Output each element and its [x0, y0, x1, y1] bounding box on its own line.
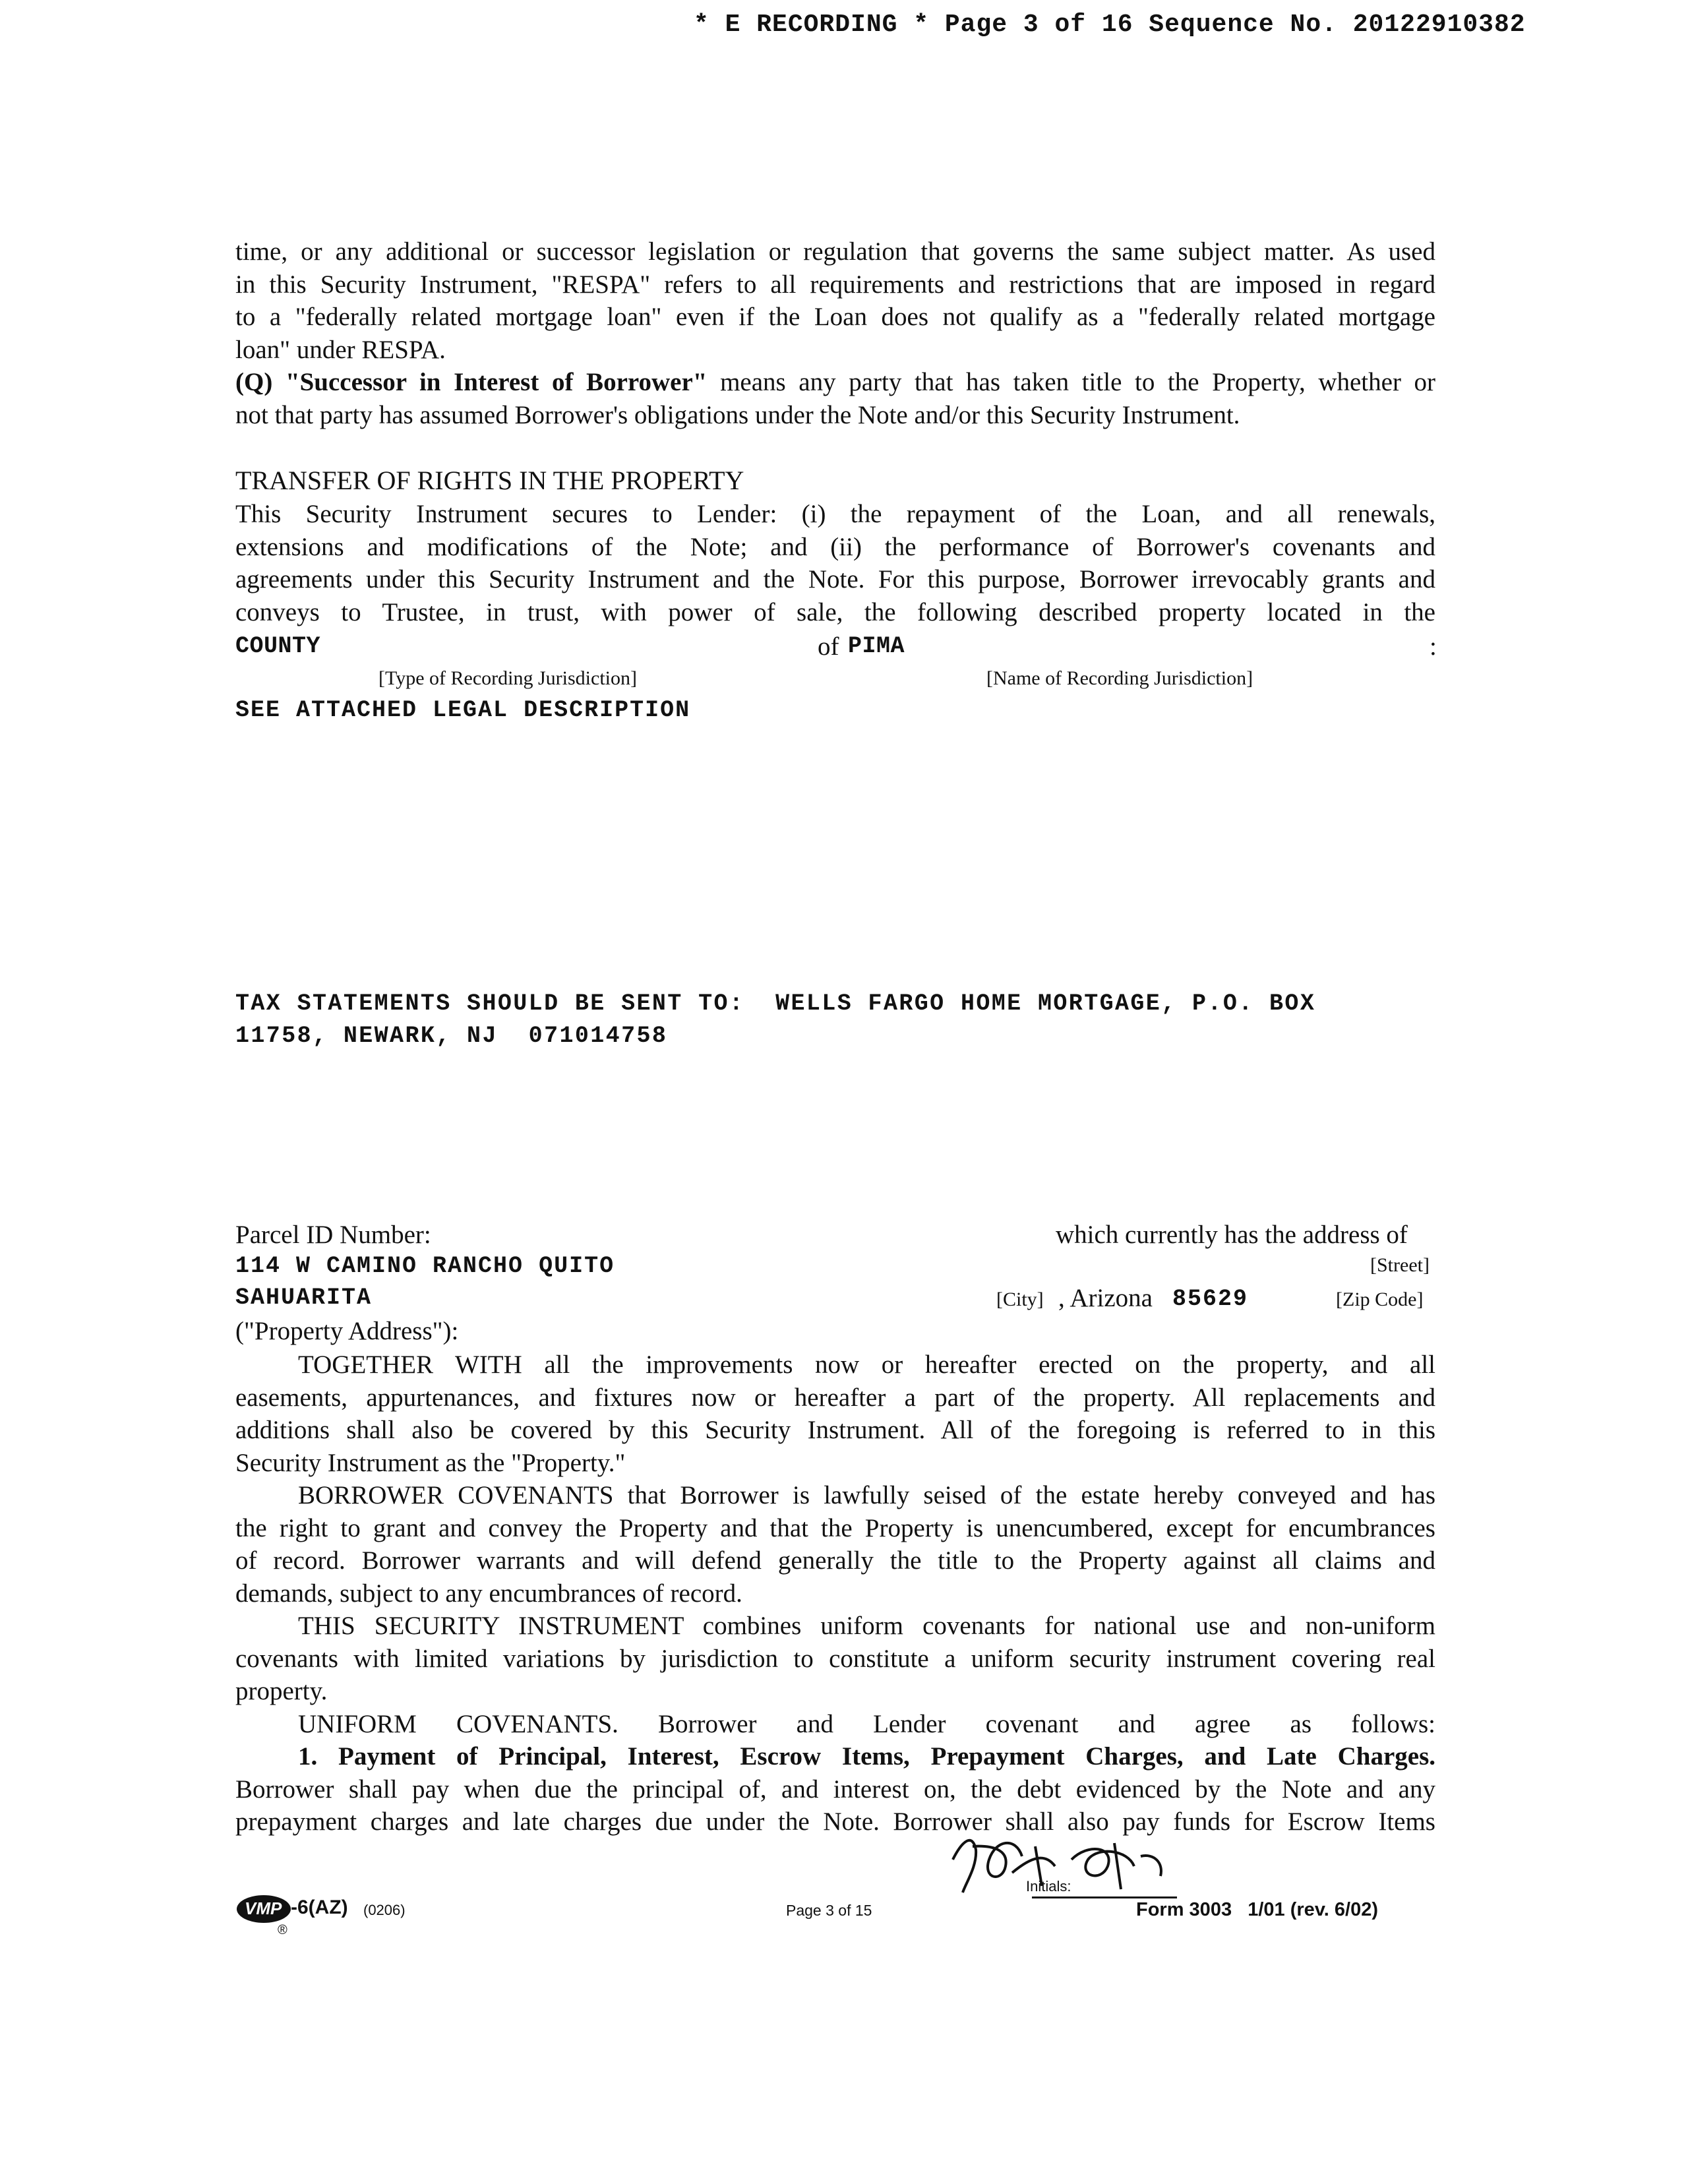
jurisdiction-name: PIMA [848, 633, 905, 659]
payment-heading: 1. Payment of Principal, Interest, Escrow Items, Prepayment Charges, and Late Charges. [298, 1742, 1435, 1771]
initials-line [1032, 1896, 1177, 1898]
tax-statements-line: 11758, NEWARK, NJ 071014758 [235, 1023, 668, 1049]
jurisdiction-of-label: of [818, 632, 839, 661]
text-line: loan" under RESPA. [235, 335, 446, 364]
parcel-id-label: Parcel ID Number: [235, 1221, 431, 1249]
text-line: easements, appurtenances, and fixtures now or hereafter a part of the property. All replacements and [235, 1383, 1435, 1412]
name-of-jurisdiction-caption: [Name of Recording Jurisdiction] [986, 667, 1253, 689]
transfer-heading: TRANSFER OF RIGHTS IN THE PROPERTY [235, 466, 744, 495]
text-line: conveys to Trustee, in trust, with power of sale, the following described property located in the [235, 597, 1435, 626]
tax-statements-line: TAX STATEMENTS SHOULD BE SENT TO: WELLS FARGO HOME MORTGAGE, P.O. BOX [235, 990, 1316, 1017]
type-of-jurisdiction-caption: [Type of Recording Jurisdiction] [378, 667, 637, 689]
city: SAHUARITA [235, 1285, 373, 1311]
form-date: (0206) [363, 1902, 406, 1918]
legal-description: SEE ATTACHED LEGAL DESCRIPTION [235, 697, 691, 723]
text-line: Security Instrument as the "Property." [235, 1448, 626, 1477]
recording-header: * E RECORDING * Page 3 of 16 Sequence No. 20122910382 [694, 11, 1526, 39]
text-line: THIS SECURITY INSTRUMENT combines uniform covenants for national use and non-uniform [298, 1612, 1435, 1640]
covenants-section [235, 1349, 1435, 1838]
initials-label: Initials: [1026, 1878, 1071, 1895]
jurisdiction-colon: : [1430, 632, 1437, 661]
state: , Arizona [1058, 1284, 1153, 1312]
street-caption: [Street] [1370, 1254, 1430, 1276]
text-line: agreements under this Security Instrument and the Note. For this purpose, Borrower irrevocably grants and [235, 565, 1435, 593]
form-number: Form 3003 1/01 (rev. 6/02) [1136, 1899, 1379, 1920]
text-line: This Security Instrument secures to Lender: (i) the repayment of the Loan, and all renewals, [235, 500, 1435, 528]
vmp-logo-text: VMP [245, 1898, 282, 1918]
definitions-section [235, 235, 1435, 431]
jurisdiction-type: COUNTY [235, 633, 321, 659]
text-line: demands, subject to any encumbrances of record. [235, 1579, 742, 1608]
text-line: prepayment charges and late charges due under the Note. Borrower shall also pay funds for Escrow Items [235, 1807, 1435, 1836]
form-code: -6(AZ) [291, 1896, 348, 1918]
registered-mark-icon: ® [278, 1923, 287, 1937]
zip-code: 85629 [1172, 1286, 1249, 1312]
definition-q-label: (Q) [235, 368, 273, 396]
text-line: time, or any additional or successor legislation or regulation that governs the same subject matter. As used [235, 237, 1435, 266]
text-line: the right to grant and convey the Property and that the Property is unencumbered, except for encumbrances [235, 1513, 1435, 1542]
text-line: not that party has assumed Borrower's obligations under the Note and/or this Security Instrument. [235, 400, 1240, 429]
zip-code-caption: [Zip Code] [1336, 1289, 1424, 1310]
page-number: Page 3 of 15 [786, 1902, 872, 1919]
definition-q [235, 366, 1435, 399]
text-line: covenants with limited variations by jurisdiction to constitute a uniform security instrument covering real [235, 1644, 1435, 1673]
property-address-label: ("Property Address"): [235, 1317, 459, 1345]
text-line: of record. Borrower warrants and will defend generally the title to the Property against all claims and [235, 1546, 1435, 1575]
definition-q-term: "Successor in Interest of Borrower" [285, 368, 708, 396]
text-line: property. [235, 1677, 328, 1705]
transfer-paragraph [235, 498, 1435, 628]
street-address: 114 W CAMINO RANCHO QUITO [235, 1253, 615, 1279]
definition-q-text: means any party that has taken title to the Property, whether or [720, 368, 1436, 396]
text-line: extensions and modifications of the Note; and (ii) the performance of Borrower's covenants and [235, 532, 1435, 561]
text-line: in this Security Instrument, "RESPA" refers to all requirements and restrictions that are imposed in regard [235, 270, 1435, 299]
address-of-label: which currently has the address of [1056, 1221, 1408, 1249]
text-line: TOGETHER WITH all the improvements now or hereafter erected on the property, and all [298, 1350, 1435, 1379]
text-line: Borrower shall pay when due the principal of, and interest on, the debt evidenced by the Note and any [235, 1774, 1435, 1804]
text-line: BORROWER COVENANTS that Borrower is lawfully seised of the estate hereby conveyed and has [298, 1481, 1435, 1509]
uniform-covenants-line: UNIFORM COVENANTS. Borrower and Lender covenant and agree as follows: [298, 1709, 1435, 1738]
text-line: to a "federally related mortgage loan" even if the Loan does not qualify as a "federally related mortgage [235, 303, 1435, 331]
city-caption: [City] [996, 1289, 1044, 1310]
vmp-logo [237, 1895, 291, 1923]
text-line: additions shall also be covered by this Security Instrument. All of the foregoing is referred to in this [235, 1416, 1435, 1444]
